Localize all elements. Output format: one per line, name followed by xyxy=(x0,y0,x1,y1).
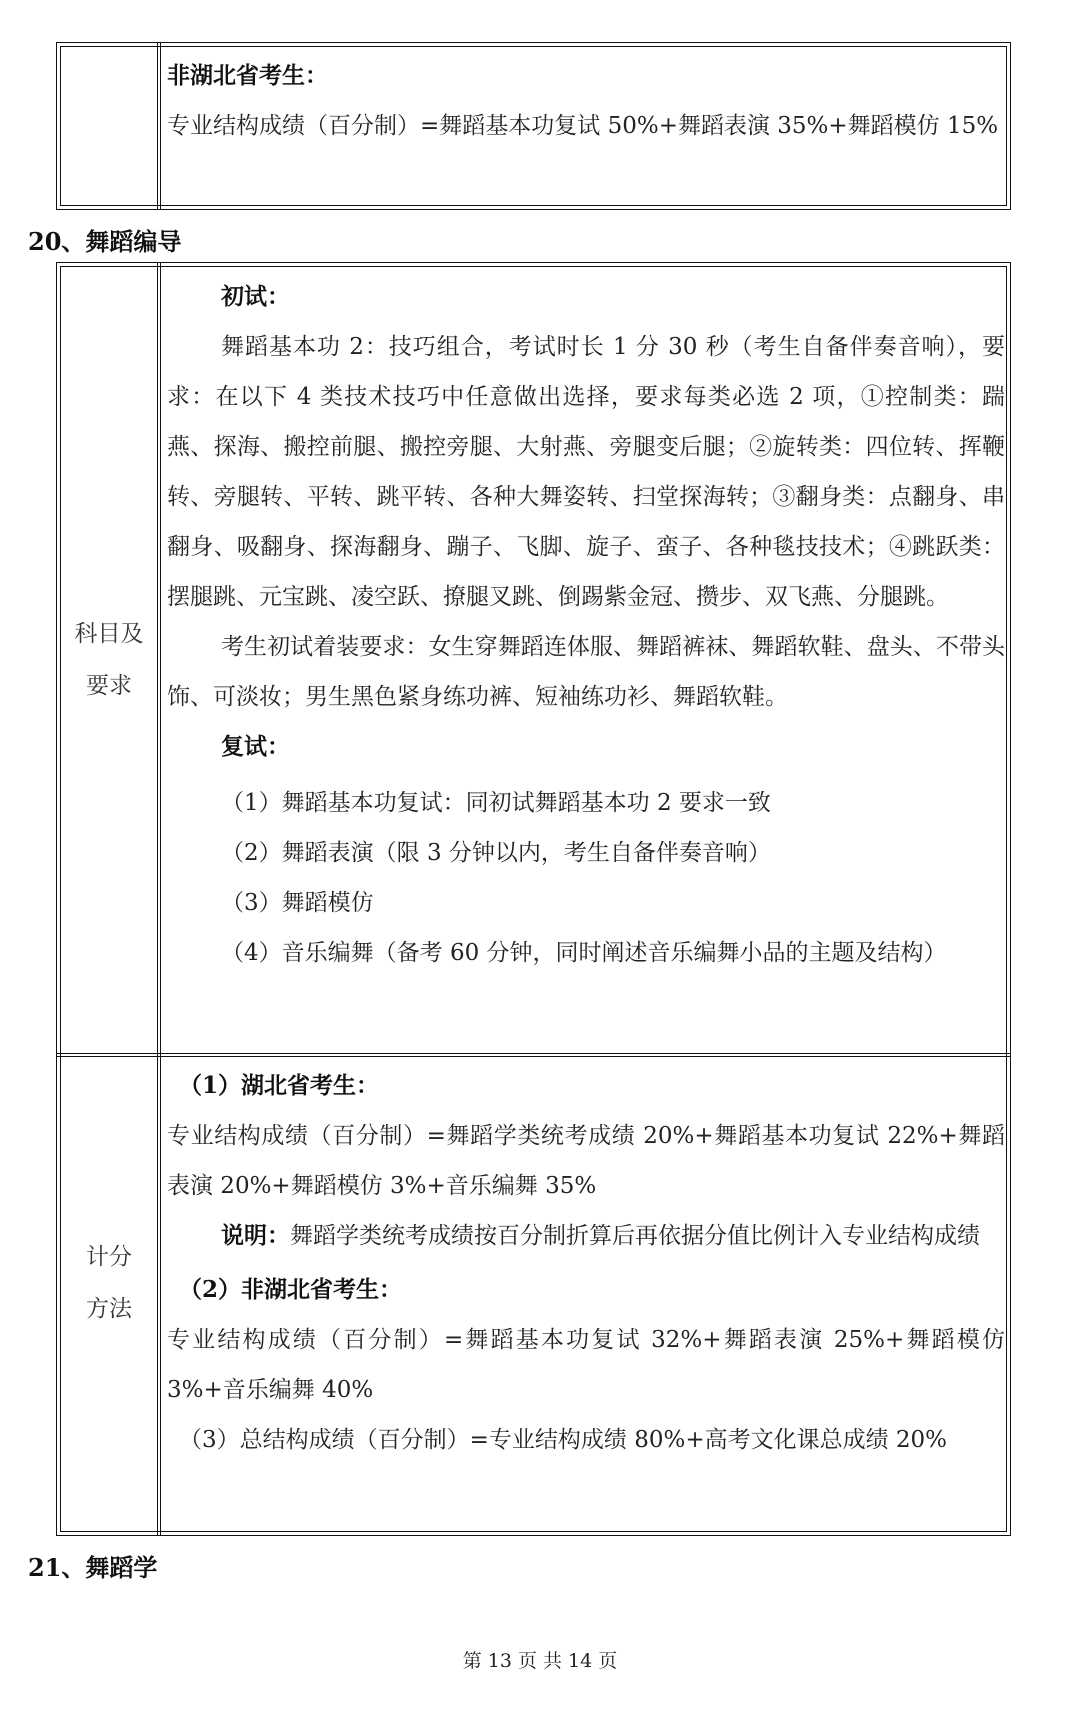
section-20-heading: 20、舞蹈编导 xyxy=(28,227,182,256)
dance-choreography-table xyxy=(56,262,1011,1536)
retest-item: （1）舞蹈基本功复试：同初试舞蹈基本功 2 要求一致 xyxy=(221,790,771,816)
total-formula: （3）总结构成绩（百分制）=专业结构成绩 80%+高考文化课总成绩 20% xyxy=(179,1427,948,1453)
non-hubei-formula: 专业结构成绩（百分制）=舞蹈基本功复试 32%+舞蹈表演 25%+舞蹈模仿 3%+音乐编舞 40% xyxy=(167,1327,1005,1403)
column-divider xyxy=(157,263,161,1535)
hubei-title: （1）湖北省考生： xyxy=(179,1072,380,1099)
note-label: 说明： xyxy=(221,1222,290,1249)
column-divider xyxy=(157,43,161,209)
subjects-content xyxy=(167,272,1005,978)
top-cell-content xyxy=(167,51,1005,151)
dress-requirements: 考生初试着装要求：女生穿舞蹈连体服、舞蹈裤袜、舞蹈软鞋、盘头、不带头饰、可淡妆；男生黑色紧身练功裤、短袖练功衫、舞蹈软鞋。 xyxy=(167,634,1005,710)
scoring-table-top xyxy=(56,42,1011,210)
section-21-heading: 21、舞蹈学 xyxy=(28,1553,158,1582)
non-hubei-title: （2）非湖北省考生： xyxy=(179,1276,403,1303)
scoring-note xyxy=(167,1211,1005,1261)
retest-title: 复试： xyxy=(221,733,290,760)
note-text: 舞蹈学类统考成绩按百分制折算后再依据分值比例计入专业结构成绩 xyxy=(290,1223,980,1249)
retest-item: （3）舞蹈模仿 xyxy=(221,890,374,916)
hubei-formula: 专业结构成绩（百分制）=舞蹈学类统考成绩 20%+舞蹈基本功复试 22%+舞蹈表演 20%+舞蹈模仿 3%+音乐编舞 35% xyxy=(167,1123,1005,1199)
page-footer: 第 13 页 共 14 页 xyxy=(462,1650,618,1672)
preliminary-text: 舞蹈基本功 2：技巧组合，考试时长 1 分 30 秒（考生自备伴奏音响），要求：在以下 4 类技术技巧中任意做出选择，要求每类必选 2 项，①控制类：踹燕、探海、搬控前腿、搬控旁腿、大射燕、旁腿变后腿；②旋转类：四位转、挥鞭转、旁腿转、平转、跳平转、各种大舞姿转、扫堂探海转；③翻身类：点翻身、串翻身、吸翻身、探海翻身、蹦子、飞脚、旋子、蛮子、各种毯技技术；④跳跃类：摆腿跳、元宝跳、凌空跃、撩腿叉跳、倒踢紫金冠、攒步、双飞燕、分腿跳。 xyxy=(167,334,1005,610)
scoring-label: 计分 方法 xyxy=(86,1244,132,1322)
retest-item: （2）舞蹈表演（限 3 分钟以内，考生自备伴奏音响） xyxy=(221,840,771,866)
row-divider xyxy=(57,1053,1010,1057)
preliminary-title: 初试： xyxy=(221,283,290,310)
retest-item: （4）音乐编舞（备考 60 分钟，同时阐述音乐编舞小品的主题及结构） xyxy=(221,940,947,966)
scoring-content xyxy=(167,1061,1005,1465)
subjects-label: 科目及 要求 xyxy=(74,621,144,699)
non-hubei-formula: 专业结构成绩（百分制）=舞蹈基本功复试 50%+舞蹈表演 35%+舞蹈模仿 15% xyxy=(167,113,999,139)
non-hubei-title: 非湖北省考生： xyxy=(167,62,328,89)
